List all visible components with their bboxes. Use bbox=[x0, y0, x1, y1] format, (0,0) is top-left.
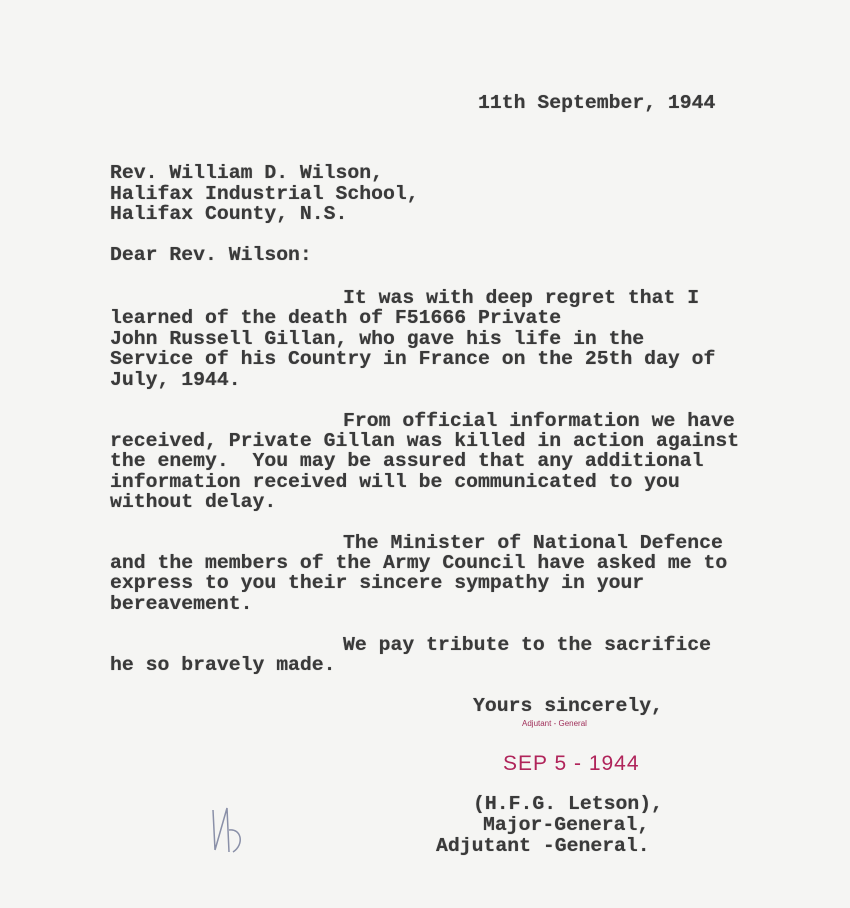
closing: Yours sincerely, bbox=[473, 695, 663, 717]
body-line: and the members of the Army Council have asked me to bbox=[110, 552, 728, 574]
body-line: July, 1944. bbox=[110, 369, 241, 391]
recipient-line: Halifax County, N.S. bbox=[110, 203, 348, 225]
recipient-line: Rev. William D. Wilson, bbox=[110, 162, 384, 184]
body-line: express to you their sincere sympathy in your bbox=[110, 572, 645, 594]
signature-line: Adjutant -General. bbox=[436, 835, 650, 857]
body-line: John Russell Gillan, who gave his life in the bbox=[110, 328, 645, 350]
body-line: Service of his Country in France on the 25th day of bbox=[110, 348, 716, 370]
letter-date: 11th September, 1944 bbox=[478, 92, 716, 114]
body-line: information received will be communicated to you bbox=[110, 471, 680, 493]
body-line: he so bravely made. bbox=[110, 654, 336, 676]
recipient-line: Halifax Industrial School, bbox=[110, 183, 419, 205]
body-line: We pay tribute to the sacrifice bbox=[343, 634, 711, 656]
signature-line: (H.F.G. Letson), bbox=[473, 793, 663, 815]
body-line: learned of the death of F51666 Private bbox=[110, 307, 562, 329]
stamp-date: SEP 5 - 1944 bbox=[503, 752, 640, 775]
body-line: It was with deep regret that I bbox=[343, 287, 700, 309]
body-line: From official information we have bbox=[343, 410, 735, 432]
salutation: Dear Rev. Wilson: bbox=[110, 244, 312, 266]
body-line: The Minister of National Defence bbox=[343, 532, 723, 554]
body-line: received, Private Gillan was killed in action against bbox=[110, 430, 740, 452]
handwritten-initials-mark bbox=[205, 800, 250, 860]
stamp-office: Adjutant - General bbox=[522, 719, 587, 728]
signature-line: Major-General, bbox=[483, 814, 650, 836]
body-line: the enemy. You may be assured that any additional bbox=[110, 450, 704, 472]
body-line: without delay. bbox=[110, 491, 277, 513]
body-line: bereavement. bbox=[110, 593, 253, 615]
